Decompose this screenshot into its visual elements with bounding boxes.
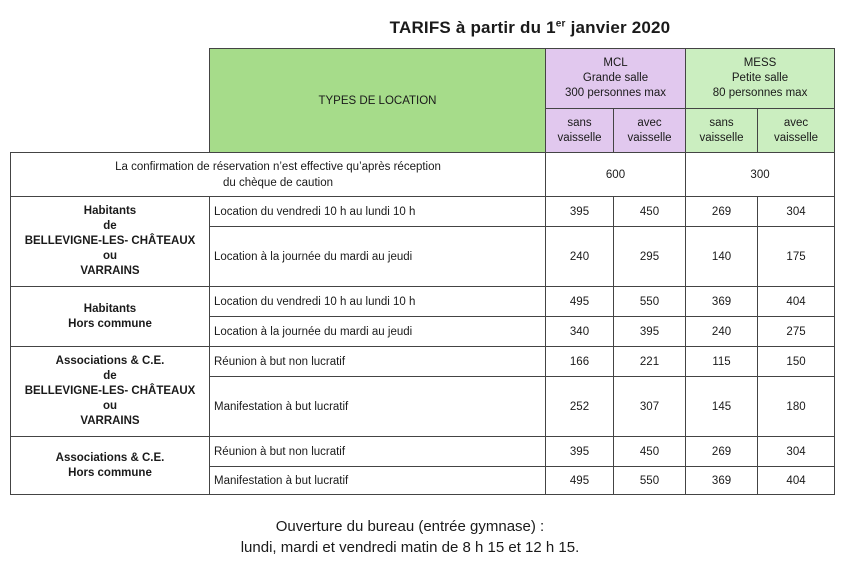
price-cell: 495 <box>546 467 614 495</box>
price-cell: 369 <box>686 467 758 495</box>
table-row <box>11 347 835 377</box>
price-cell: 395 <box>546 197 614 227</box>
group-label: Associations & C.E. de BELLEVIGNE-LES- CHÂTEAUX ou VARRAINS <box>11 347 210 437</box>
mcl-header <box>546 49 686 109</box>
price-cell: 395 <box>546 437 614 467</box>
table-row <box>11 287 835 317</box>
price-cell: 404 <box>758 467 835 495</box>
confirmation-note: La confirmation de réservation n’est effective qu’après réception du chèque de caution <box>11 153 546 197</box>
group-label: Associations & C.E. Hors commune <box>11 437 210 495</box>
price-cell: 307 <box>614 377 686 437</box>
mcl-deposit: 600 <box>546 153 686 197</box>
group-label: Habitants de BELLEVIGNE-LES- CHÂTEAUX ou VARRAINS <box>11 197 210 287</box>
price-cell: 175 <box>758 227 835 287</box>
price-cell: 550 <box>614 467 686 495</box>
price-cell: 240 <box>686 317 758 347</box>
mess-name: MESS <box>743 57 777 69</box>
row-description: Location du vendredi 10 h au lundi 10 h <box>210 287 546 317</box>
price-cell: 495 <box>546 287 614 317</box>
mcl-capacity: 300 personnes max <box>565 87 667 99</box>
price-cell: 269 <box>686 197 758 227</box>
price-cell: 180 <box>758 377 835 437</box>
mess-header <box>686 49 835 109</box>
table-row <box>11 437 835 467</box>
price-cell: 166 <box>546 347 614 377</box>
group-label: Habitants Hors commune <box>11 287 210 347</box>
price-cell: 295 <box>614 227 686 287</box>
office-hours-line-1: Ouverture du bureau (entrée gymnase) : <box>275 518 545 535</box>
price-cell: 275 <box>758 317 835 347</box>
price-cell: 550 <box>614 287 686 317</box>
empty-corner-cell <box>11 49 210 153</box>
price-cell: 340 <box>546 317 614 347</box>
price-cell: 395 <box>614 317 686 347</box>
price-cell: 221 <box>614 347 686 377</box>
row-description: Location à la journée du mardi au jeudi <box>210 317 546 347</box>
price-cell: 140 <box>686 227 758 287</box>
table-row <box>11 197 835 227</box>
row-description: Manifestation à but lucratif <box>210 377 546 437</box>
tariff-table <box>10 48 835 495</box>
mcl-sans-vaisselle-header: sans vaisselle <box>546 109 614 153</box>
row-description: Location à la journée du mardi au jeudi <box>210 227 546 287</box>
types-de-location-header: TYPES DE LOCATION <box>210 49 546 153</box>
price-cell: 269 <box>686 437 758 467</box>
price-cell: 150 <box>758 347 835 377</box>
row-description: Réunion à but non lucratif <box>210 347 546 377</box>
office-hours-line-2: lundi, mardi et vendredi matin de 8 h 15 et 12 h 15. <box>240 539 580 556</box>
row-description: Réunion à but non lucratif <box>210 437 546 467</box>
mess-capacity: 80 personnes max <box>712 87 808 99</box>
price-cell: 252 <box>546 377 614 437</box>
mess-room: Petite salle <box>731 72 789 84</box>
price-cell: 304 <box>758 197 835 227</box>
price-cell: 450 <box>614 197 686 227</box>
price-cell: 450 <box>614 437 686 467</box>
page-title: TARIFS à partir du 1er janvier 2020 <box>389 18 671 37</box>
mcl-name: MCL <box>603 57 628 69</box>
office-hours-note <box>180 516 640 558</box>
price-cell: 145 <box>686 377 758 437</box>
mcl-room: Grande salle <box>582 72 649 84</box>
row-description: Manifestation à but lucratif <box>210 467 546 495</box>
row-description: Location du vendredi 10 h au lundi 10 h <box>210 197 546 227</box>
price-cell: 115 <box>686 347 758 377</box>
title-superscript: er <box>555 18 566 30</box>
price-cell: 369 <box>686 287 758 317</box>
price-cell: 304 <box>758 437 835 467</box>
mcl-avec-vaisselle-header: avec vaisselle <box>614 109 686 153</box>
mess-avec-vaisselle-header: avec vaisselle <box>758 109 835 153</box>
price-cell: 240 <box>546 227 614 287</box>
mess-deposit: 300 <box>686 153 835 197</box>
mess-sans-vaisselle-header: sans vaisselle <box>686 109 758 153</box>
price-cell: 404 <box>758 287 835 317</box>
